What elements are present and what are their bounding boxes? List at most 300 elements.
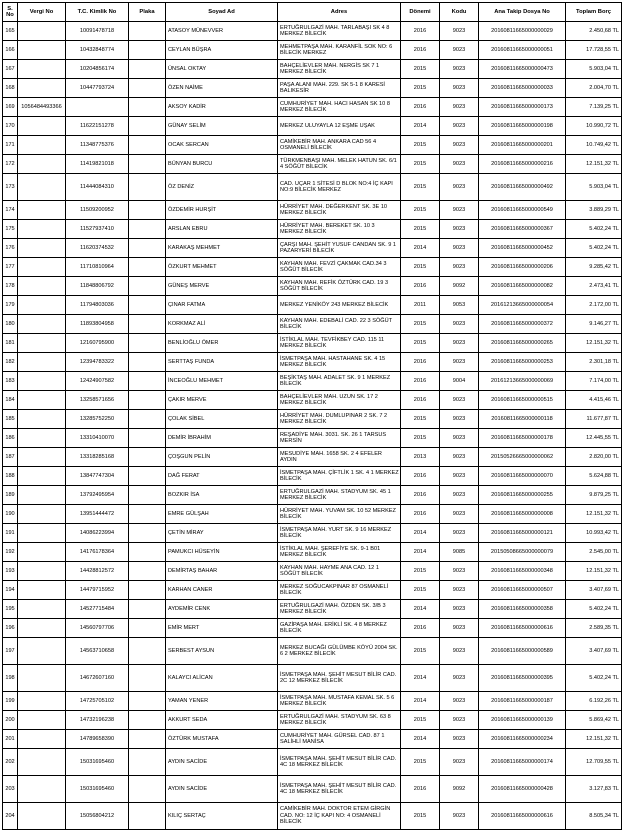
cell-kodu: 9023 — [440, 692, 479, 711]
cell-dosya-no: 20160811665000000178 — [479, 429, 566, 448]
cell-dosya-no: 20161213665000000069 — [479, 372, 566, 391]
cell-adres: İSMETPAŞA MAH. ŞEHİT MESUT BİLİR CAD. 4C 18 MERKEZ BİLECİK — [278, 749, 401, 776]
cell-sno: 181 — [3, 334, 18, 353]
cell-kodu: 9023 — [440, 155, 479, 174]
cell-vergi-no — [18, 239, 66, 258]
table-row — [3, 60, 622, 79]
cell-dosya-no: 20160811665000000348 — [479, 562, 566, 581]
cell-soyad-ad: KILIÇ SERTAÇ — [166, 803, 278, 830]
cell-tc-kimlik-no: 11794803036 — [66, 296, 129, 315]
cell-donemi: 2016 — [401, 619, 440, 638]
cell-toplam-borc: 5.869,42 TL — [566, 711, 622, 730]
cell-sno: 193 — [3, 562, 18, 581]
table-row — [3, 79, 622, 98]
cell-dosya-no: 20160811665000000372 — [479, 315, 566, 334]
cell-soyad-ad: KALAYCI ALİCAN — [166, 665, 278, 692]
cell-donemi: 2014 — [401, 543, 440, 562]
cell-toplam-borc: 8.505,34 TL — [566, 803, 622, 830]
cell-sno: 198 — [3, 665, 18, 692]
cell-soyad-ad: AYDIN SACİDE — [166, 749, 278, 776]
cell-adres: ÇARŞI MAH. ŞEHİT YUSUF CANDAN SK. 9 1 PAZARYERİ BİLECİK — [278, 239, 401, 258]
cell-sno: 199 — [3, 692, 18, 711]
cell-donemi: 2015 — [401, 410, 440, 429]
header-plaka: Plaka — [129, 3, 166, 22]
cell-plaka — [129, 391, 166, 410]
cell-soyad-ad: ÖZTÜRK MUSTAFA — [166, 730, 278, 749]
cell-donemi: 2014 — [401, 239, 440, 258]
cell-toplam-borc: 5.402,24 TL — [566, 665, 622, 692]
cell-sno: 191 — [3, 524, 18, 543]
cell-toplam-borc: 12.151,32 TL — [566, 155, 622, 174]
cell-tc-kimlik-no: 11622151278 — [66, 117, 129, 136]
cell-dosya-no: 20160811665000000173 — [479, 98, 566, 117]
cell-vergi-no — [18, 79, 66, 98]
table-row — [3, 749, 622, 776]
cell-soyad-ad: ÇOŞGUN PELİN — [166, 448, 278, 467]
cell-plaka — [129, 543, 166, 562]
cell-donemi: 2015 — [401, 60, 440, 79]
cell-plaka — [129, 730, 166, 749]
cell-vergi-no — [18, 803, 66, 830]
cell-dosya-no: 20160811665000000515 — [479, 391, 566, 410]
cell-dosya-no: 20160811665000000051 — [479, 41, 566, 60]
cell-soyad-ad: ÇINAR FATMA — [166, 296, 278, 315]
cell-adres: MEHMETPAŞA MAH. KARANFİL SOK NO: 6 BİLECİK MERKEZ — [278, 41, 401, 60]
cell-plaka — [129, 448, 166, 467]
cell-sno: 195 — [3, 600, 18, 619]
cell-soyad-ad: ÖZDEMİR HURŞİT — [166, 201, 278, 220]
cell-adres: CAMİKEBİR MAH. DOKTOR ETEM GİRGİN CAD. NO: 12 İÇ KAPI NO: 4 OSMANELİ BİLECİK — [278, 803, 401, 830]
cell-soyad-ad: ÖZ DENİZ — [166, 174, 278, 201]
cell-soyad-ad: SERTTAŞ FUNDA — [166, 353, 278, 372]
cell-dosya-no: 20150526665000000062 — [479, 448, 566, 467]
cell-toplam-borc: 9.285,42 TL — [566, 258, 622, 277]
cell-plaka — [129, 220, 166, 239]
cell-sno: 190 — [3, 505, 18, 524]
cell-adres: ERTUĞRULGAZİ MAH. ÖZDEN SK. 3/B 3 MERKEZ BİLECİK — [278, 600, 401, 619]
cell-adres: İSMETPAŞA MAH. ÇİFTLİK 1 SK. 4 1 MERKEZ BİLECİK — [278, 467, 401, 486]
cell-vergi-no — [18, 353, 66, 372]
table-row — [3, 562, 622, 581]
cell-adres: İSTİKLAL MAH. TEVFİKBEY CAD. 115 11 MERKEZ BİLECİK — [278, 334, 401, 353]
cell-toplam-borc: 10.990,72 TL — [566, 117, 622, 136]
cell-donemi: 2015 — [401, 315, 440, 334]
cell-toplam-borc: 5.624,88 TL — [566, 467, 622, 486]
table-row — [3, 155, 622, 174]
cell-kodu: 9023 — [440, 581, 479, 600]
cell-kodu: 9023 — [440, 60, 479, 79]
cell-donemi: 2014 — [401, 692, 440, 711]
cell-toplam-borc: 12.151,32 TL — [566, 730, 622, 749]
cell-tc-kimlik-no: 11848806792 — [66, 277, 129, 296]
cell-sno: 174 — [3, 201, 18, 220]
cell-vergi-no — [18, 296, 66, 315]
cell-tc-kimlik-no: 10447793724 — [66, 79, 129, 98]
cell-soyad-ad: AKSOY KADİR — [166, 98, 278, 117]
cell-plaka — [129, 429, 166, 448]
cell-tc-kimlik-no: 14560797706 — [66, 619, 129, 638]
cell-donemi: 2014 — [401, 117, 440, 136]
cell-tc-kimlik-no: 14086223994 — [66, 524, 129, 543]
table-row — [3, 776, 622, 803]
cell-kodu: 9053 — [440, 296, 479, 315]
table-row — [3, 22, 622, 41]
cell-toplam-borc: 2.589,35 TL — [566, 619, 622, 638]
header-adres: Adres — [278, 3, 401, 22]
cell-donemi: 2016 — [401, 98, 440, 117]
cell-sno: 172 — [3, 155, 18, 174]
cell-kodu: 9023 — [440, 353, 479, 372]
cell-donemi: 2015 — [401, 136, 440, 155]
cell-dosya-no: 20160811665000000121 — [479, 524, 566, 543]
debtor-list-page — [2, 2, 621, 830]
cell-tc-kimlik-no: 14479715952 — [66, 581, 129, 600]
table-row — [3, 711, 622, 730]
cell-kodu: 9023 — [440, 448, 479, 467]
cell-kodu: 9023 — [440, 467, 479, 486]
cell-adres: İSMETPAŞA MAH. ŞEHİT MESUT BİLİR CAD. 2C 12 MERKEZ BİLECİK — [278, 665, 401, 692]
cell-vergi-no — [18, 41, 66, 60]
header-tc-kimlik-no: T.C. Kimlik No — [66, 3, 129, 22]
cell-vergi-no — [18, 136, 66, 155]
cell-adres: KAYHAN MAH. HAYME ANA CAD. 12 1 SÖĞÜT BİLECİK — [278, 562, 401, 581]
cell-sno: 179 — [3, 296, 18, 315]
cell-tc-kimlik-no: 13258571656 — [66, 391, 129, 410]
cell-plaka — [129, 277, 166, 296]
cell-kodu: 9023 — [440, 711, 479, 730]
table-row — [3, 258, 622, 277]
cell-soyad-ad: AYDEMİR CENK — [166, 600, 278, 619]
cell-kodu: 9023 — [440, 524, 479, 543]
cell-dosya-no: 20161213665000000054 — [479, 296, 566, 315]
cell-dosya-no: 20160811665000000082 — [479, 277, 566, 296]
cell-plaka — [129, 638, 166, 665]
cell-sno: 180 — [3, 315, 18, 334]
cell-tc-kimlik-no: 15031695460 — [66, 749, 129, 776]
cell-kodu: 9023 — [440, 638, 479, 665]
cell-kodu: 9023 — [440, 258, 479, 277]
cell-sno: 167 — [3, 60, 18, 79]
cell-sno: 169 — [3, 98, 18, 117]
cell-vergi-no — [18, 638, 66, 665]
cell-donemi: 2015 — [401, 638, 440, 665]
cell-toplam-borc: 12.151,32 TL — [566, 562, 622, 581]
cell-adres: CAD. UÇAR 1 SİTESİ D BLOK NO:4 İÇ KAPI NO:9 BİLECİK MERKEZ — [278, 174, 401, 201]
cell-vergi-no — [18, 524, 66, 543]
cell-tc-kimlik-no: 15056804212 — [66, 803, 129, 830]
table-row — [3, 117, 622, 136]
cell-adres: KAYHAN MAH. REFİK ÖZTÜRK CAD. 19 3 SÖĞÜT BİLECİK — [278, 277, 401, 296]
cell-plaka — [129, 98, 166, 117]
cell-kodu: 9023 — [440, 239, 479, 258]
cell-adres: MERKEZ YENİKÖY 243 MERKEZ BİLECİK — [278, 296, 401, 315]
cell-vergi-no — [18, 60, 66, 79]
cell-sno: 194 — [3, 581, 18, 600]
cell-tc-kimlik-no: 14732196238 — [66, 711, 129, 730]
cell-adres: MERKEZ ULUYAYLA 12 EŞME UŞAK — [278, 117, 401, 136]
cell-tc-kimlik-no: 11419821018 — [66, 155, 129, 174]
cell-soyad-ad: KARAKAŞ MEHMET — [166, 239, 278, 258]
cell-kodu: 9023 — [440, 410, 479, 429]
cell-tc-kimlik-no: 13310410070 — [66, 429, 129, 448]
cell-sno: 176 — [3, 239, 18, 258]
cell-sno: 196 — [3, 619, 18, 638]
cell-sno: 186 — [3, 429, 18, 448]
cell-vergi-no — [18, 201, 66, 220]
cell-sno: 202 — [3, 749, 18, 776]
cell-sno: 187 — [3, 448, 18, 467]
cell-tc-kimlik-no: 12160795900 — [66, 334, 129, 353]
cell-toplam-borc: 3.407,69 TL — [566, 581, 622, 600]
cell-kodu: 9023 — [440, 79, 479, 98]
cell-soyad-ad: ÜNSAL OKTAY — [166, 60, 278, 79]
cell-vergi-no — [18, 429, 66, 448]
cell-tc-kimlik-no: 14672607160 — [66, 665, 129, 692]
cell-plaka — [129, 505, 166, 524]
cell-adres: BAHÇELİEVLER MAH. NERGİS SK 7 1 MERKEZ BİLECİK — [278, 60, 401, 79]
cell-soyad-ad: SERBEST AYSUN — [166, 638, 278, 665]
cell-tc-kimlik-no: 14563710658 — [66, 638, 129, 665]
cell-plaka — [129, 174, 166, 201]
cell-vergi-no — [18, 505, 66, 524]
cell-vergi-no — [18, 391, 66, 410]
cell-donemi: 2016 — [401, 372, 440, 391]
cell-kodu: 9092 — [440, 277, 479, 296]
cell-kodu: 9023 — [440, 803, 479, 830]
table-row — [3, 136, 622, 155]
cell-kodu: 9023 — [440, 174, 479, 201]
cell-plaka — [129, 117, 166, 136]
cell-donemi: 2013 — [401, 448, 440, 467]
cell-sno: 183 — [3, 372, 18, 391]
cell-kodu: 9023 — [440, 334, 479, 353]
table-row — [3, 98, 622, 117]
table-row — [3, 600, 622, 619]
cell-adres: CUMHURİYET MAH. HACI HASAN SK 10 8 MERKEZ BİLECİK — [278, 98, 401, 117]
cell-sno: 177 — [3, 258, 18, 277]
cell-tc-kimlik-no: 14176178364 — [66, 543, 129, 562]
cell-vergi-no — [18, 776, 66, 803]
cell-dosya-no: 20160811665000000616 — [479, 803, 566, 830]
cell-sno: 178 — [3, 277, 18, 296]
cell-donemi: 2015 — [401, 749, 440, 776]
cell-dosya-no: 20160811665000000139 — [479, 711, 566, 730]
cell-vergi-no — [18, 410, 66, 429]
cell-plaka — [129, 619, 166, 638]
cell-donemi: 2015 — [401, 174, 440, 201]
cell-kodu: 9023 — [440, 486, 479, 505]
cell-plaka — [129, 692, 166, 711]
cell-sno: 189 — [3, 486, 18, 505]
cell-tc-kimlik-no: 11444084310 — [66, 174, 129, 201]
cell-donemi: 2016 — [401, 467, 440, 486]
cell-plaka — [129, 155, 166, 174]
table-row — [3, 524, 622, 543]
table-row — [3, 467, 622, 486]
cell-toplam-borc: 10.993,42 TL — [566, 524, 622, 543]
cell-sno: 204 — [3, 803, 18, 830]
cell-vergi-no — [18, 749, 66, 776]
cell-kodu: 9023 — [440, 117, 479, 136]
cell-kodu: 9023 — [440, 201, 479, 220]
cell-plaka — [129, 410, 166, 429]
cell-donemi: 2015 — [401, 258, 440, 277]
cell-toplam-borc: 2.450,68 TL — [566, 22, 622, 41]
cell-plaka — [129, 524, 166, 543]
cell-soyad-ad: ÇETİN MİRAY — [166, 524, 278, 543]
cell-soyad-ad: BÜNYAN BURCU — [166, 155, 278, 174]
cell-toplam-borc: 5.402,24 TL — [566, 220, 622, 239]
cell-vergi-no — [18, 543, 66, 562]
cell-toplam-borc: 10.749,42 TL — [566, 136, 622, 155]
cell-vergi-no — [18, 174, 66, 201]
cell-vergi-no — [18, 692, 66, 711]
cell-dosya-no: 20160811665000000187 — [479, 692, 566, 711]
cell-sno: 171 — [3, 136, 18, 155]
cell-tc-kimlik-no: 14725705102 — [66, 692, 129, 711]
cell-donemi: 2016 — [401, 22, 440, 41]
cell-plaka — [129, 776, 166, 803]
header-kodu: Kodu — [440, 3, 479, 22]
cell-vergi-no — [18, 467, 66, 486]
cell-toplam-borc: 5.402,24 TL — [566, 239, 622, 258]
cell-donemi: 2015 — [401, 155, 440, 174]
cell-adres: CUMHURİYET MAH. GÜRSEL CAD. 87 1 SALİHLİ MANİSA — [278, 730, 401, 749]
cell-toplam-borc: 2.301,18 TL — [566, 353, 622, 372]
cell-toplam-borc: 11.677,87 TL — [566, 410, 622, 429]
table-row — [3, 619, 622, 638]
cell-vergi-no — [18, 372, 66, 391]
cell-dosya-no: 20160811665000000253 — [479, 353, 566, 372]
table-row — [3, 429, 622, 448]
table-row — [3, 692, 622, 711]
cell-adres: ERTUĞRULGAZİ MAH. STADYUM SK. 63 8 MERKEZ BİLECİK — [278, 711, 401, 730]
cell-dosya-no: 20160811665000000367 — [479, 220, 566, 239]
cell-tc-kimlik-no: 14789658390 — [66, 730, 129, 749]
cell-donemi: 2016 — [401, 776, 440, 803]
cell-vergi-no — [18, 22, 66, 41]
table-row — [3, 220, 622, 239]
cell-toplam-borc: 12.709,55 TL — [566, 749, 622, 776]
cell-dosya-no: 20160811665000000174 — [479, 749, 566, 776]
cell-tc-kimlik-no: 11893804958 — [66, 315, 129, 334]
cell-soyad-ad: DEMİRTAŞ BAHAR — [166, 562, 278, 581]
cell-toplam-borc: 9.146,27 TL — [566, 315, 622, 334]
cell-kodu: 9092 — [440, 776, 479, 803]
cell-kodu: 9023 — [440, 619, 479, 638]
cell-tc-kimlik-no: 14428812572 — [66, 562, 129, 581]
cell-soyad-ad: YAMAN YENER — [166, 692, 278, 711]
header-toplam-borc: Toplam Borç — [566, 3, 622, 22]
cell-adres: HÜRRİYET MAH. BEREKET SK. 10 3 MERKEZ BİLECİK — [278, 220, 401, 239]
table-row — [3, 239, 622, 258]
cell-kodu: 9023 — [440, 391, 479, 410]
cell-adres: İSTİKLAL MAH. ŞEREFİYE SK. 9-1 B01 MERKEZ BİLECİK — [278, 543, 401, 562]
cell-vergi-no — [18, 711, 66, 730]
cell-toplam-borc: 7.174,00 TL — [566, 372, 622, 391]
table-row — [3, 174, 622, 201]
cell-toplam-borc: 5.402,24 TL — [566, 600, 622, 619]
cell-toplam-borc: 2.545,00 TL — [566, 543, 622, 562]
cell-sno: 188 — [3, 467, 18, 486]
cell-plaka — [129, 581, 166, 600]
header-donemi: Dönemi — [401, 3, 440, 22]
cell-vergi-no — [18, 315, 66, 334]
cell-tc-kimlik-no: 13951444472 — [66, 505, 129, 524]
cell-dosya-no: 20160811665000000033 — [479, 79, 566, 98]
cell-soyad-ad: PAMUKCI HÜSEYİN — [166, 543, 278, 562]
cell-vergi-no — [18, 117, 66, 136]
cell-toplam-borc: 7.139,25 TL — [566, 98, 622, 117]
cell-kodu: 9023 — [440, 41, 479, 60]
table-row — [3, 448, 622, 467]
cell-donemi: 2015 — [401, 334, 440, 353]
cell-kodu: 9023 — [440, 136, 479, 155]
cell-vergi-no — [18, 220, 66, 239]
cell-tc-kimlik-no — [66, 98, 129, 117]
cell-dosya-no: 20160811665000000118 — [479, 410, 566, 429]
cell-plaka — [129, 711, 166, 730]
cell-dosya-no: 20160811665000000255 — [479, 486, 566, 505]
cell-plaka — [129, 22, 166, 41]
cell-dosya-no: 20160811665000000452 — [479, 239, 566, 258]
cell-plaka — [129, 239, 166, 258]
cell-tc-kimlik-no: 12424907582 — [66, 372, 129, 391]
table-row — [3, 334, 622, 353]
cell-donemi: 2016 — [401, 486, 440, 505]
header-soyad-ad: Soyad Ad — [166, 3, 278, 22]
cell-dosya-no: 20160811665000000428 — [479, 776, 566, 803]
cell-plaka — [129, 258, 166, 277]
cell-plaka — [129, 334, 166, 353]
cell-plaka — [129, 803, 166, 830]
cell-donemi: 2015 — [401, 79, 440, 98]
cell-dosya-no: 20150508665000000079 — [479, 543, 566, 562]
cell-kodu: 9004 — [440, 372, 479, 391]
table-row — [3, 391, 622, 410]
cell-adres: HÜRRİYET MAH. YUVAM SK. 10 52 MERKEZ BİLECİK — [278, 505, 401, 524]
cell-sno: 197 — [3, 638, 18, 665]
cell-kodu: 9023 — [440, 220, 479, 239]
cell-sno: 192 — [3, 543, 18, 562]
cell-soyad-ad: OCAK SERCAN — [166, 136, 278, 155]
cell-soyad-ad: DEMİR İBRAHİM — [166, 429, 278, 448]
cell-toplam-borc: 5.903,04 TL — [566, 174, 622, 201]
cell-tc-kimlik-no: 13847747304 — [66, 467, 129, 486]
cell-tc-kimlik-no: 11348775376 — [66, 136, 129, 155]
cell-donemi: 2016 — [401, 505, 440, 524]
cell-plaka — [129, 562, 166, 581]
cell-adres: MERKEZ BUCAĞI GÜLÜMBE KÖYÜ 2004 SK. 6 2 MERKEZ BİLECİK — [278, 638, 401, 665]
table-row — [3, 277, 622, 296]
cell-dosya-no: 20160811665000000029 — [479, 22, 566, 41]
cell-soyad-ad: ÇAKIR MERVE — [166, 391, 278, 410]
cell-adres: KAYHAN MAH. FEVZİ ÇAKMAK CAD.34 3 SÖĞÜT BİLECİK — [278, 258, 401, 277]
cell-soyad-ad: BOZKIR İSA — [166, 486, 278, 505]
cell-adres: GAZİPAŞA MAH. ERİKLİ SK. 4 8 MERKEZ BİLECİK — [278, 619, 401, 638]
cell-vergi-no: 1056484493366 — [18, 98, 66, 117]
cell-plaka — [129, 41, 166, 60]
cell-vergi-no — [18, 562, 66, 581]
cell-tc-kimlik-no: 13318285168 — [66, 448, 129, 467]
cell-sno: 168 — [3, 79, 18, 98]
cell-tc-kimlik-no: 11620374532 — [66, 239, 129, 258]
cell-toplam-borc: 3.889,29 TL — [566, 201, 622, 220]
cell-plaka — [129, 600, 166, 619]
cell-soyad-ad: İNCEOĞLU MEHMET — [166, 372, 278, 391]
cell-dosya-no: 20160811665000000265 — [479, 334, 566, 353]
cell-sno: 200 — [3, 711, 18, 730]
